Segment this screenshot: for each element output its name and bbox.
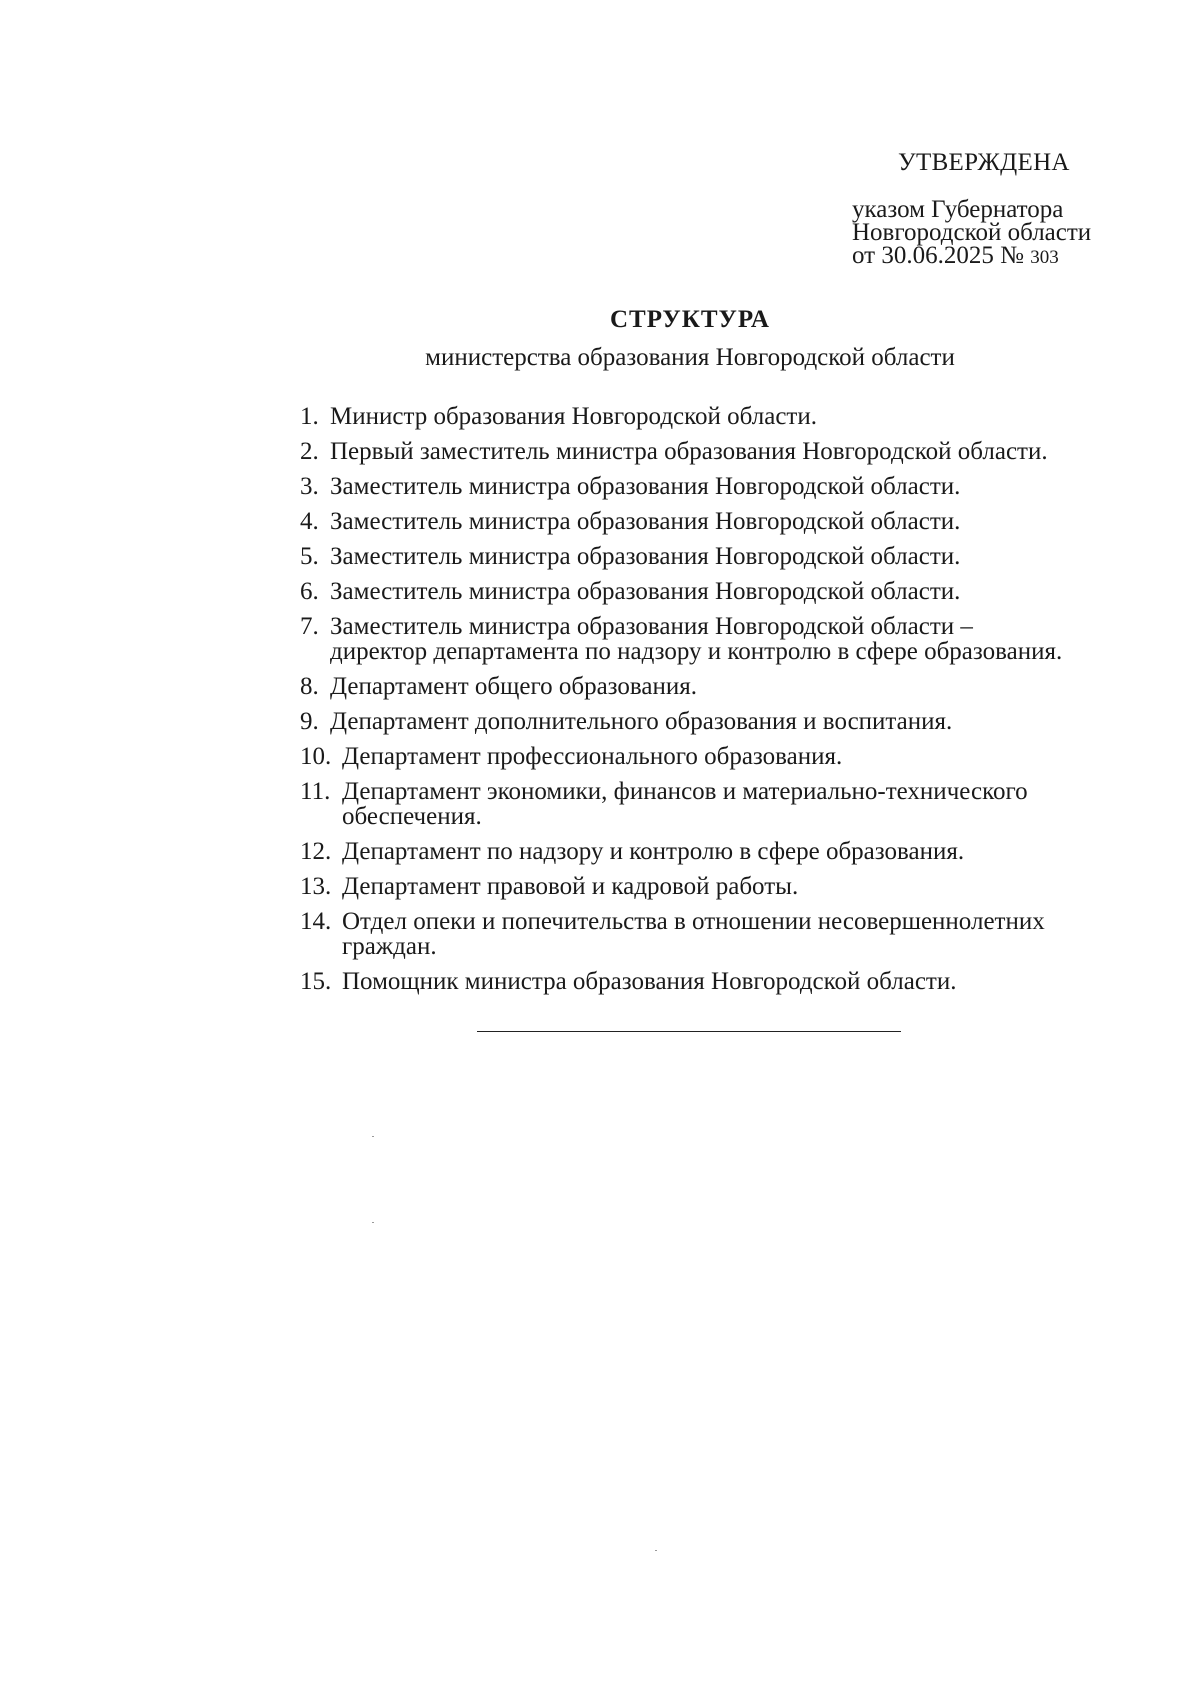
list-item-text: Заместитель министра образования Новгородской области. <box>330 508 961 535</box>
list-item <box>300 874 1150 899</box>
list-item-number: 2. <box>300 438 319 465</box>
list-item-number: 14. <box>300 908 332 935</box>
list-item <box>300 744 1150 769</box>
approval-decree-line: указом Губернатора <box>852 196 1064 223</box>
list-item-text: Департамент экономики, финансов и материально-технического обеспечения. <box>342 778 1028 830</box>
structure-list <box>300 404 1150 1004</box>
list-item-text: Министр образования Новгородской области. <box>330 403 817 430</box>
list-item-number: 12. <box>300 838 332 865</box>
list-item-number: 10. <box>300 743 332 770</box>
document-heading: СТРУКТУРА <box>609 306 770 333</box>
scan-speck <box>655 1550 657 1551</box>
list-item-number: 3. <box>300 473 319 500</box>
end-rule-divider <box>477 1031 901 1032</box>
approval-number: 303 <box>1030 247 1059 268</box>
list-item-text: Заместитель министра образования Новгородской области – директор департамента по надзору и контролю в сфере образования. <box>330 613 1063 665</box>
list-item <box>300 509 1150 534</box>
list-item-text: Помощник министра образования Новгородской области. <box>342 968 957 995</box>
approval-stamp <box>852 148 1182 269</box>
list-item <box>300 674 1150 699</box>
list-item-number: 8. <box>300 673 319 700</box>
list-item-text: Департамент общего образования. <box>330 673 697 700</box>
document-subheading: министерства образования Новгородской области <box>425 344 955 371</box>
approval-region-line: Новгородской области <box>852 219 1092 246</box>
list-item-number: 15. <box>300 968 332 995</box>
scan-speck <box>372 1136 374 1137</box>
list-item <box>300 439 1150 464</box>
scan-speck <box>372 1222 374 1223</box>
list-item-text: Первый заместитель министра образования Новгородской области. <box>330 438 1048 465</box>
list-item <box>300 839 1150 864</box>
list-item-number: 4. <box>300 508 319 535</box>
list-item <box>300 909 1150 959</box>
list-item-number: 1. <box>300 403 319 430</box>
list-item-text: Заместитель министра образования Новгородской области. <box>330 543 961 570</box>
list-item-text: Департамент дополнительного образования и воспитания. <box>330 708 953 735</box>
list-item <box>300 544 1150 569</box>
list-item <box>300 404 1150 429</box>
list-item <box>300 474 1150 499</box>
approval-date: от 30.06.2025 № <box>852 242 1031 269</box>
list-item-number: 7. <box>300 613 319 640</box>
list-item <box>300 969 1150 994</box>
list-item <box>300 779 1150 829</box>
list-item-number: 11. <box>300 778 331 805</box>
list-item-number: 6. <box>300 578 319 605</box>
list-item-number: 13. <box>300 873 332 900</box>
list-item-number: 5. <box>300 543 319 570</box>
list-item-text: Заместитель министра образования Новгородской области. <box>330 578 961 605</box>
list-item-text: Отдел опеки и попечительства в отношении несовершеннолетних граждан. <box>342 908 1045 960</box>
list-item-text: Заместитель министра образования Новгородской области. <box>330 473 961 500</box>
list-item-text: Департамент по надзору и контролю в сфере образования. <box>342 838 965 865</box>
list-item <box>300 579 1150 604</box>
list-item-text: Департамент правовой и кадровой работы. <box>342 873 799 900</box>
approval-date-line <box>852 244 1182 269</box>
approval-title: УТВЕРЖДЕНА <box>898 149 1070 176</box>
list-item-text: Департамент профессионального образования. <box>342 743 843 770</box>
list-item <box>300 614 1150 664</box>
list-item <box>300 709 1150 734</box>
list-item-number: 9. <box>300 708 319 735</box>
